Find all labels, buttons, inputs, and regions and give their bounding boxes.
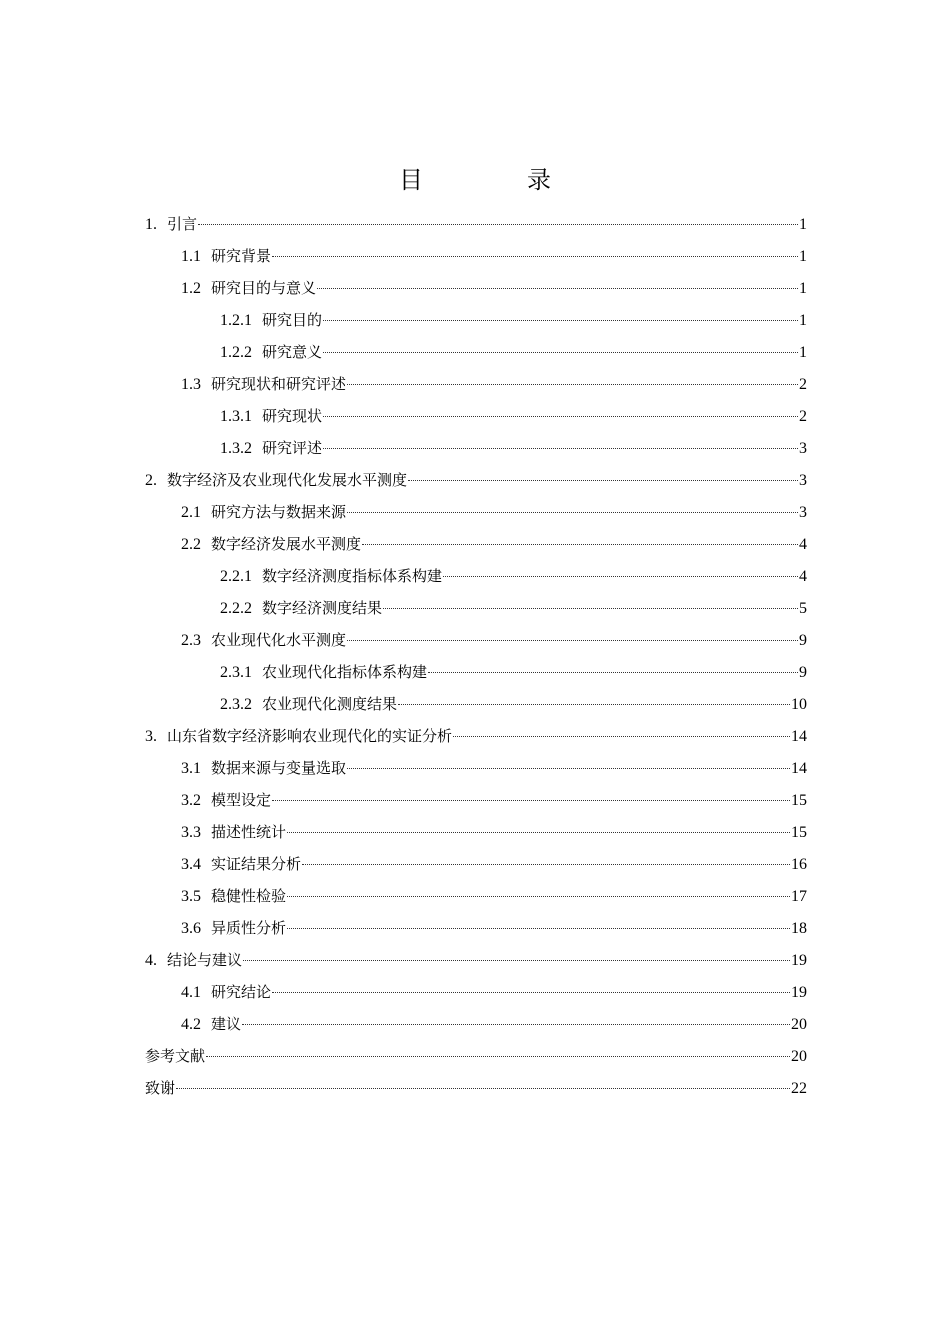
toc-entry-title: 研究现状和研究评述 [211, 375, 347, 393]
toc-entry[interactable] [145, 1040, 807, 1072]
toc-entry-title: 研究意义 [262, 343, 323, 361]
toc-leader-dots [242, 1024, 790, 1025]
toc-leader-dots [347, 640, 798, 641]
toc-entry-page-number: 4 [799, 568, 807, 585]
toc-entry-number: 1.3.1 [220, 408, 252, 425]
toc-leader-dots [206, 1056, 790, 1057]
toc-entry-number: 1. [145, 216, 157, 233]
toc-entry-number: 3.2 [181, 792, 201, 809]
toc-leader-dots [287, 896, 790, 897]
toc-entry-title: 异质性分析 [211, 919, 287, 937]
toc-entry-number: 4. [145, 952, 157, 969]
toc-entry[interactable] [145, 784, 807, 816]
toc-leader-dots [362, 544, 798, 545]
toc-entry-number: 1.2 [181, 280, 201, 297]
toc-entry-page-number: 22 [791, 1080, 807, 1097]
toc-entry-page-number: 19 [791, 984, 807, 1001]
toc-entry-number: 3.6 [181, 920, 201, 937]
toc-leader-dots [272, 992, 790, 993]
toc-entry-number: 4.2 [181, 1016, 201, 1033]
toc-leader-dots [347, 512, 798, 513]
toc-entry[interactable] [145, 592, 807, 624]
toc-entry-number: 1.3.2 [220, 440, 252, 457]
toc-entry[interactable] [145, 912, 807, 944]
toc-entry[interactable] [145, 624, 807, 656]
toc-entry[interactable] [145, 752, 807, 784]
toc-entry-page-number: 14 [791, 760, 807, 777]
toc-leader-dots [243, 960, 790, 961]
toc-leader-dots [398, 704, 790, 705]
toc-entry-title: 实证结果分析 [211, 855, 302, 873]
toc-entry[interactable] [145, 464, 807, 496]
toc-entry-page-number: 1 [799, 344, 807, 361]
toc-entry-number: 3.1 [181, 760, 201, 777]
toc-entry-page-number: 1 [799, 248, 807, 265]
toc-entry-title: 农业现代化水平测度 [211, 631, 347, 649]
toc-entry-number: 1.2.1 [220, 312, 252, 329]
toc-leader-dots [317, 288, 798, 289]
toc-entry[interactable] [145, 944, 807, 976]
toc-entry-number: 2.2.1 [220, 568, 252, 585]
toc-entry-title: 农业现代化测度结果 [262, 695, 398, 713]
toc-entry-number: 2.3.2 [220, 696, 252, 713]
toc-leader-dots [323, 352, 798, 353]
toc-entry-title: 结论与建议 [167, 951, 243, 969]
toc-entry[interactable] [145, 1072, 807, 1104]
toc-entry[interactable] [145, 400, 807, 432]
toc-leader-dots [428, 672, 798, 673]
toc-leader-dots [453, 736, 790, 737]
toc-entry-page-number: 2 [799, 408, 807, 425]
toc-entry[interactable] [145, 304, 807, 336]
toc-entry[interactable] [145, 1008, 807, 1040]
toc-leader-dots [347, 384, 798, 385]
toc-entry[interactable] [145, 272, 807, 304]
toc-leader-dots [323, 320, 798, 321]
toc-leader-dots [272, 800, 790, 801]
page-title: 目 录 [399, 166, 591, 194]
toc-entry-page-number: 19 [791, 952, 807, 969]
toc-entry-title: 致谢 [145, 1079, 176, 1097]
toc-entry[interactable] [145, 720, 807, 752]
toc-entry-title: 数字经济测度结果 [262, 599, 383, 617]
toc-leader-dots [176, 1088, 790, 1089]
table-of-contents [145, 208, 807, 1104]
toc-entry-title: 数据来源与变量选取 [211, 759, 347, 777]
toc-entry-page-number: 15 [791, 824, 807, 841]
toc-entry-page-number: 3 [799, 472, 807, 489]
toc-entry-page-number: 15 [791, 792, 807, 809]
toc-entry-page-number: 9 [799, 664, 807, 681]
toc-leader-dots [347, 768, 790, 769]
toc-leader-dots [198, 224, 798, 225]
toc-entry-title: 研究方法与数据来源 [211, 503, 347, 521]
toc-entry-title: 研究结论 [211, 983, 272, 1001]
toc-entry-number: 3.5 [181, 888, 201, 905]
toc-entry[interactable] [145, 848, 807, 880]
toc-leader-dots [287, 832, 790, 833]
toc-leader-dots [302, 864, 790, 865]
toc-entry-number: 1.3 [181, 376, 201, 393]
toc-entry-title: 模型设定 [211, 791, 272, 809]
toc-entry-title: 研究背景 [211, 247, 272, 265]
toc-entry-number: 1.1 [181, 248, 201, 265]
toc-entry-title: 研究评述 [262, 439, 323, 457]
toc-entry-number: 3.4 [181, 856, 201, 873]
toc-entry-page-number: 20 [791, 1048, 807, 1065]
toc-leader-dots [323, 416, 798, 417]
toc-entry-number: 2.3.1 [220, 664, 252, 681]
toc-entry-title: 建议 [211, 1015, 242, 1033]
toc-entry[interactable] [145, 432, 807, 464]
toc-entry[interactable] [145, 688, 807, 720]
toc-leader-dots [272, 256, 798, 257]
toc-entry-page-number: 20 [791, 1016, 807, 1033]
toc-entry-title: 农业现代化指标体系构建 [262, 663, 428, 681]
toc-entry-number: 2. [145, 472, 157, 489]
toc-leader-dots [323, 448, 798, 449]
toc-entry-number: 3. [145, 728, 157, 745]
toc-entry-title: 研究目的 [262, 311, 323, 329]
toc-leader-dots [443, 576, 798, 577]
toc-entry[interactable] [145, 560, 807, 592]
toc-entry[interactable] [145, 336, 807, 368]
toc-entry-page-number: 14 [791, 728, 807, 745]
toc-entry[interactable] [145, 816, 807, 848]
toc-entry-page-number: 1 [799, 280, 807, 297]
toc-entry-title: 描述性统计 [211, 823, 287, 841]
toc-entry-title: 研究目的与意义 [211, 279, 317, 297]
toc-entry-number: 4.1 [181, 984, 201, 1001]
toc-entry-number: 1.2.2 [220, 344, 252, 361]
toc-entry-title: 数字经济测度指标体系构建 [262, 567, 443, 585]
toc-entry-page-number: 3 [799, 440, 807, 457]
toc-entry-title: 参考文献 [145, 1047, 206, 1065]
toc-entry-page-number: 5 [799, 600, 807, 617]
toc-entry-number: 2.2.2 [220, 600, 252, 617]
toc-entry[interactable] [145, 976, 807, 1008]
toc-entry-title: 稳健性检验 [211, 887, 287, 905]
toc-entry-page-number: 4 [799, 536, 807, 553]
toc-entry-page-number: 1 [799, 312, 807, 329]
toc-entry-page-number: 3 [799, 504, 807, 521]
toc-entry[interactable] [145, 880, 807, 912]
toc-entry[interactable] [145, 368, 807, 400]
toc-leader-dots [287, 928, 790, 929]
toc-entry-title: 山东省数字经济影响农业现代化的实证分析 [167, 727, 453, 745]
toc-entry-title: 研究现状 [262, 407, 323, 425]
toc-entry-title: 引言 [167, 215, 198, 233]
toc-entry-number: 2.2 [181, 536, 201, 553]
toc-entry-number: 3.3 [181, 824, 201, 841]
toc-entry-page-number: 10 [791, 696, 807, 713]
toc-entry[interactable] [145, 656, 807, 688]
toc-entry-page-number: 1 [799, 216, 807, 233]
toc-leader-dots [408, 480, 798, 481]
toc-entry-page-number: 17 [791, 888, 807, 905]
toc-entry-number: 2.1 [181, 504, 201, 521]
toc-entry-page-number: 9 [799, 632, 807, 649]
toc-entry-number: 2.3 [181, 632, 201, 649]
toc-leader-dots [383, 608, 798, 609]
toc-entry[interactable] [145, 528, 807, 560]
toc-entry-title: 数字经济发展水平测度 [211, 535, 362, 553]
toc-entry-title: 数字经济及农业现代化发展水平测度 [167, 471, 408, 489]
toc-entry-page-number: 2 [799, 376, 807, 393]
toc-entry-page-number: 18 [791, 920, 807, 937]
toc-entry-page-number: 16 [791, 856, 807, 873]
toc-entry[interactable] [145, 496, 807, 528]
toc-entry[interactable] [145, 208, 807, 240]
toc-entry[interactable] [145, 240, 807, 272]
